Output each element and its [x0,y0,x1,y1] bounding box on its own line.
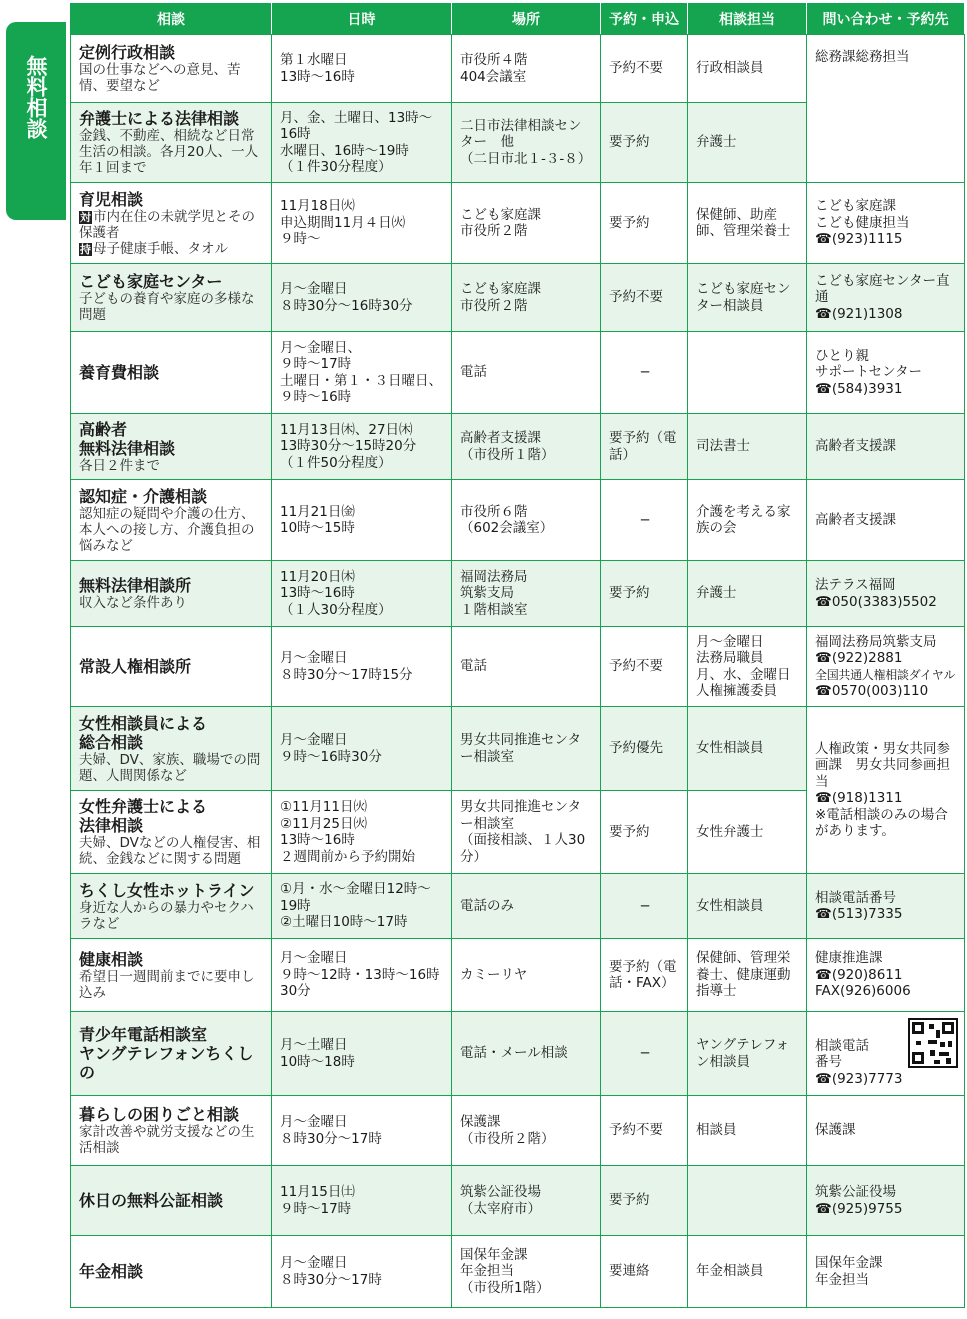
reservation-cell: − [601,1012,688,1096]
header-place: 場所 [452,4,601,35]
staff-cell: 介護を考える家族の会 [688,480,807,561]
table-row [71,332,965,414]
place-cell: 男女共同推進センター相談室 [452,707,601,791]
datetime-cell: ①11月11日㈫ ②11月25日㈫ 13時〜16時 ２週間前から予約開始 [272,791,452,874]
staff-cell: 女性弁護士 [688,791,807,874]
consultation-cell: 高齢者 無料法律相談 各日２件まで [71,414,272,480]
datetime-cell: 第１水曜日 13時〜16時 [272,35,452,103]
target-tag: 対 [80,210,91,224]
consultation-cell: 弁護士による法律相談 金銭、不動産、相続など日常生活の相談。各月20人、一人年１回まで [71,103,272,183]
table-row [71,939,965,1012]
staff-cell: 女性相談員 [688,874,807,939]
table-row [71,480,965,561]
datetime-cell: 11月13日㈭、27日㈭ 13時30分〜15時20分 （１件50分程度） [272,414,452,480]
staff-cell: こども家庭センター相談員 [688,264,807,332]
reservation-cell: 要予約 [601,1166,688,1236]
consultation-cell: ちくし女性ホットライン 身近な人からの暴力やセクハラなど [71,874,272,939]
header-reservation: 予約・申込 [601,4,688,35]
place-cell: 国保年金課 年金担当 （市役所1階） [452,1236,601,1308]
reservation-cell: 要予約（電話） [601,414,688,480]
reservation-cell: − [601,874,688,939]
reservation-cell: 要予約 [601,791,688,874]
table-row [71,1012,965,1096]
table-row [71,627,965,707]
table-row [71,707,965,791]
place-cell: 男女共同推進センター相談室 （面接相談、１人30分） [452,791,601,874]
staff-cell: 行政相談員 [688,35,807,103]
staff-cell: 司法書士 [688,414,807,480]
reservation-cell: 要予約 [601,103,688,183]
datetime-cell: 11月21日㈮ 10時〜15時 [272,480,452,561]
place-cell: こども家庭課 市役所２階 [452,183,601,264]
consultation-cell: 女性弁護士による 法律相談 夫婦、DVなどの人権侵害、相続、金銭などに関する問題 [71,791,272,874]
datetime-cell: 11月20日㈭ 13時〜16時 （１人30分程度） [272,561,452,627]
reservation-cell: 要予約（電話・FAX） [601,939,688,1012]
staff-cell: 年金相談員 [688,1236,807,1308]
reservation-cell: − [601,480,688,561]
reservation-cell: 予約優先 [601,707,688,791]
staff-cell [688,1166,807,1236]
consultation-cell: 女性相談員による 総合相談 夫婦、DV、家族、職場での問題、人間関係など [71,707,272,791]
place-cell: 筑紫公証役場 （太宰府市） [452,1166,601,1236]
consultation-cell: 育児相談 対 市内在住の未就学児とその保護者 持 母子健康手帳、タオル [71,183,272,264]
contact-cell: 福岡法務局筑紫支局 ☎(922)2881 全国共通人権相談ダイヤル ☎0570(003)110 [807,627,965,707]
header-contact: 問い合わせ・予約先 [807,4,965,35]
header-consultation: 相談 [71,4,272,35]
reservation-cell: 予約不要 [601,627,688,707]
consultation-cell: 認知症・介護相談 認知症の疑問や介護の仕方、本人への接し方、介護負担の悩みなど [71,480,272,561]
contact-cell: こども家庭課 こども健康担当 ☎(923)1115 [807,183,965,264]
contact-cell: 筑紫公証役場 ☎(925)9755 [807,1166,965,1236]
consultation-cell: 常設人権相談所 [71,627,272,707]
table-header-row [71,4,965,35]
reservation-cell: 予約不要 [601,264,688,332]
place-cell: 高齢者支援課 （市役所１階） [452,414,601,480]
reservation-cell: 要予約 [601,183,688,264]
consultation-cell: こども家庭センター 子どもの養育や家庭の多様な問題 [71,264,272,332]
bring-tag: 持 [80,242,91,256]
staff-cell: 保健師、助産師、管理栄養士 [688,183,807,264]
reservation-cell: 予約不要 [601,35,688,103]
contact-cell: ひとり親 サポートセンター ☎(584)3931 [807,332,965,414]
header-datetime: 日時 [272,4,452,35]
table-row [71,1236,965,1308]
place-cell: 二日市法律相談センター 他 （二日市北１-３-８） [452,103,601,183]
datetime-cell: 月〜金曜日 ９時〜12時・13時〜16時30分 [272,939,452,1012]
consultation-cell: 無料法律相談所 収入など条件あり [71,561,272,627]
staff-cell: 月〜金曜日 法務局職員 月、水、金曜日 人権擁護委員 [688,627,807,707]
staff-cell: ヤングテレフォン相談員 [688,1012,807,1096]
table-row [71,561,965,627]
datetime-cell: 月、金、土曜日、13時〜16時 水曜日、16時〜19時 （１件30分程度） [272,103,452,183]
reservation-cell: 予約不要 [601,1096,688,1166]
place-cell: 福岡法務局 筑紫支局 １階相談室 [452,561,601,627]
contact-cell: こども家庭センター直通 ☎(921)1308 [807,264,965,332]
qr-code-icon[interactable] [908,1018,958,1068]
contact-cell: 高齢者支援課 [807,414,965,480]
contact-cell-jinken: 人権政策・男女共同参画課 男女共同参画担当 ☎(918)1311 ※電話相談のみの場合があります。 [807,707,965,874]
consultation-cell: 青少年電話相談室 ヤングテレフォンちくしの [71,1012,272,1096]
datetime-cell: 月〜金曜日 ８時30分〜16時30分 [272,264,452,332]
place-cell: 保護課 （市役所２階） [452,1096,601,1166]
place-cell: カミーリヤ [452,939,601,1012]
contact-cell: 相談電話 番号 ☎(923)7773 [807,1012,965,1096]
table-row [71,264,965,332]
place-cell: 市役所６階 （602会議室） [452,480,601,561]
consultation-cell [71,35,272,103]
place-cell: 電話のみ [452,874,601,939]
contact-cell-soumu: 総務課総務担当 [807,35,965,183]
reservation-cell: − [601,332,688,414]
consultation-cell: 養育費相談 [71,332,272,414]
datetime-cell: 月〜金曜日 ８時30分〜17時 [272,1236,452,1308]
place-cell: こども家庭課 市役所２階 [452,264,601,332]
table-row [71,183,965,264]
staff-cell: 女性相談員 [688,707,807,791]
place-cell: 市役所４階 404会議室 [452,35,601,103]
contact-cell: 高齢者支援課 [807,480,965,561]
table-row [71,874,965,939]
staff-cell: 弁護士 [688,103,807,183]
contact-cell: 国保年金課 年金担当 [807,1236,965,1308]
place-cell: 電話・メール相談 [452,1012,601,1096]
contact-cell: 健康推進課 ☎(920)8611 FAX(926)6006 [807,939,965,1012]
datetime-cell: 月〜金曜日 ８時30分〜17時 [272,1096,452,1166]
staff-cell [688,332,807,414]
datetime-cell: 月〜土曜日 10時〜18時 [272,1012,452,1096]
consultation-cell: 年金相談 [71,1236,272,1308]
contact-cell: 法テラス福岡 ☎050(3383)5502 [807,561,965,627]
consultation-cell: 健康相談 希望日一週間前までに要申し込み [71,939,272,1012]
staff-cell: 相談員 [688,1096,807,1166]
datetime-cell: 月〜金曜日 ８時30分〜17時15分 [272,627,452,707]
table-row [71,1166,965,1236]
datetime-cell: ①月・水〜金曜日12時〜19時 ②土曜日10時〜17時 [272,874,452,939]
consultation-title: 定例行政相談 [79,43,176,62]
table-row [71,1096,965,1166]
contact-cell: 相談電話番号 ☎(513)7335 [807,874,965,939]
header-staff: 相談担当 [688,4,807,35]
table-row [71,414,965,480]
place-cell: 電話 [452,627,601,707]
table-row [71,35,965,103]
datetime-cell: 月〜金曜日 ９時〜16時30分 [272,707,452,791]
datetime-cell: 11月18日㈫ 申込期間11月４日㈫ ９時〜 [272,183,452,264]
contact-cell: 保護課 [807,1096,965,1166]
consultation-cell: 暮らしの困りごと相談 家計改善や就労支援などの生活相談 [71,1096,272,1166]
staff-cell: 弁護士 [688,561,807,627]
reservation-cell: 要連絡 [601,1236,688,1308]
place-cell: 電話 [452,332,601,414]
datetime-cell: 月〜金曜日、 ９時〜17時 土曜日・第１・３日曜日、 ９時〜16時 [272,332,452,414]
consultation-table [70,3,965,1308]
consultation-cell: 休日の無料公証相談 [71,1166,272,1236]
free-consultation-tab [6,22,66,220]
reservation-cell: 要予約 [601,561,688,627]
datetime-cell: 11月15日㈯ ９時〜17時 [272,1166,452,1236]
staff-cell: 保健師、管理栄養士、健康運動指導士 [688,939,807,1012]
consultation-desc: 国の仕事などへの意見、苦情、要望など [79,62,241,94]
side-tab-label: 無料相談 [24,55,48,139]
